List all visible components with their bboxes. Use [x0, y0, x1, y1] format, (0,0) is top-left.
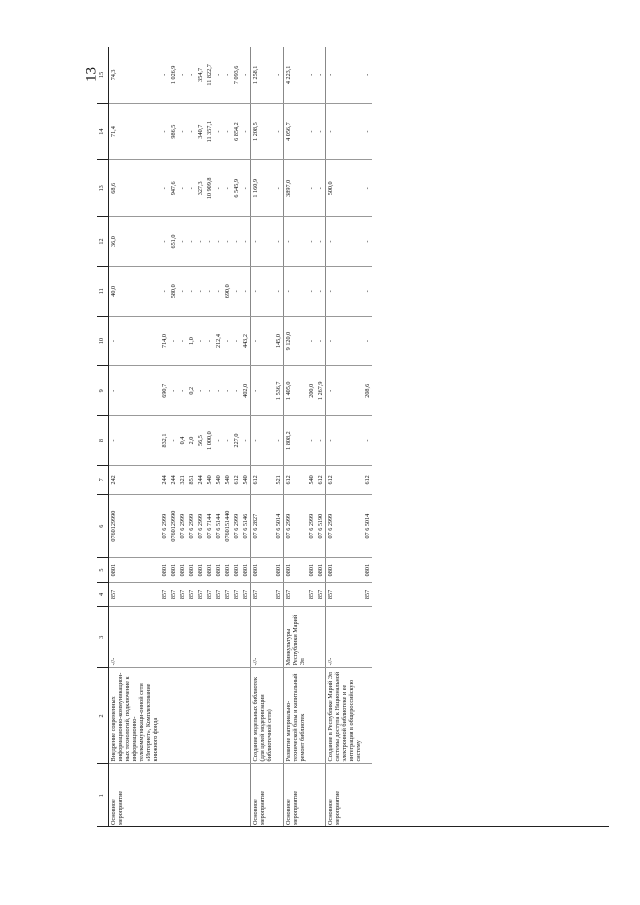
cell-col-2: Создание модельных библиотек (для целей модернизации библиотечной сети): [251, 668, 275, 764]
cell-col-15: -: [179, 73, 186, 76]
cell-col-10: -: [316, 316, 326, 366]
col-header: 2: [97, 668, 109, 764]
cell-col-13: 327,3: [196, 160, 205, 217]
cell-col-3: -//-: [326, 607, 364, 668]
cell-col-4: 857: [274, 582, 284, 606]
cell-col-12: -: [214, 217, 223, 267]
cell-col-5: 0801: [232, 558, 241, 582]
cell-col-15: 11 822,7: [206, 64, 213, 86]
cell-col-6: 0760151440: [223, 494, 232, 558]
cell-col-5: 0801: [187, 558, 196, 582]
cell-col-4: 857: [214, 582, 223, 606]
cell-col-11: -: [232, 266, 241, 316]
cell-col-13: -: [160, 160, 169, 217]
cell-col-12: -: [187, 217, 196, 267]
cell-col-7: 540: [241, 465, 251, 494]
cell-col-8: 1 808,2: [284, 416, 308, 466]
cell-col-9: -: [232, 366, 241, 416]
cell-col-5: 0801: [251, 558, 275, 582]
cell-col-10: 145,0: [274, 316, 284, 366]
cell-col-12: -: [363, 217, 372, 267]
cell-col-5: 0801: [241, 558, 251, 582]
cell-col-8: -: [109, 416, 161, 466]
cell-col-3: Минкультуры Республики Марий Эл: [284, 607, 308, 668]
cell-col-10: -: [205, 316, 214, 366]
cell-col-9: 1 267,9: [316, 366, 326, 416]
cell-col-8: 2,0: [187, 416, 196, 466]
cell-col-12: -: [284, 217, 308, 267]
cell-col-13: -: [316, 160, 326, 217]
cell-col-4: 857: [205, 582, 214, 606]
cell-col-7: 851: [187, 465, 196, 494]
col-header: 1: [97, 764, 109, 827]
cell-col-11: -: [196, 266, 205, 316]
cell-col-6: 07 6 2827: [251, 494, 275, 558]
cell-col-12: -: [326, 217, 364, 267]
cell-col-6: 07 6 2999: [178, 494, 187, 558]
cell-col-11: -: [205, 266, 214, 316]
cell-col-4: 857: [363, 582, 372, 606]
cell-col-11: 690,0: [223, 266, 232, 316]
cell-col-8: -: [169, 416, 178, 466]
cell-col-11: -: [326, 266, 364, 316]
cell-col-5: 0801: [169, 558, 178, 582]
cell-col-5: 0801: [196, 558, 205, 582]
cell-col-5: 0801: [326, 558, 364, 582]
cell-col-14: 340,7: [196, 103, 205, 160]
cell-col-7: 540: [223, 465, 232, 494]
col-header: 8: [97, 416, 109, 466]
cell-col-12: -: [178, 217, 187, 267]
cell-col-1: Основное мероприятие: [251, 764, 275, 827]
cell-col-13: -: [178, 160, 187, 217]
col-header: 15: [97, 47, 109, 103]
cell-col-6: 07 6 5146: [241, 494, 251, 558]
cell-col-15: -: [275, 73, 282, 76]
cell-col-4: 857: [326, 582, 364, 606]
cell-col-13: 947,6: [169, 160, 178, 217]
cell-col-13: 500,0: [326, 160, 364, 217]
cell-col-8: -: [326, 416, 364, 466]
cell-col-15: -: [317, 73, 324, 76]
cell-col-5: 0801: [274, 558, 284, 582]
cell-col-13: -: [214, 160, 223, 217]
cell-col-6: 07 6 2999: [326, 494, 364, 558]
cell-col-15: 74,3: [109, 47, 161, 103]
cell-col-10: 714,0: [160, 316, 169, 366]
cell-col-2: Создание в Республике Марий Эл системы доступа к Национальной электронной библиотеке и ее интеграция в общероссийскую систему: [326, 668, 364, 764]
cell-col-9: 0,2: [187, 366, 196, 416]
cell-col-7: 612: [316, 465, 326, 494]
cell-col-9: 208,6: [363, 366, 372, 416]
cell-col-7: 612: [251, 465, 275, 494]
cell-col-10: 1,0: [187, 316, 196, 366]
cell-col-13: 10 909,8: [205, 160, 214, 217]
cell-col-5: 0801: [284, 558, 308, 582]
cell-col-8: -: [316, 416, 326, 466]
cell-col-14: 4 056,7: [284, 103, 308, 160]
cell-col-9: -: [196, 366, 205, 416]
cell-col-7: 540: [307, 465, 316, 494]
col-header: 3: [97, 607, 109, 668]
col-header: 10: [97, 316, 109, 366]
cell-col-12: -: [160, 217, 169, 267]
cell-col-10: -: [251, 316, 275, 366]
col-header: 12: [97, 217, 109, 267]
cell-col-5: 0801: [205, 558, 214, 582]
cell-col-14: 986,5: [169, 103, 178, 160]
cell-col-14: -: [274, 103, 284, 160]
cell-col-14: 1 208,5: [251, 103, 275, 160]
cell-col-12: -: [251, 217, 275, 267]
cell-col-15: 1 026,9: [170, 65, 177, 85]
cell-col-9: 690,7: [160, 366, 169, 416]
cell-col-10: -: [307, 316, 316, 366]
cell-col-11: -: [307, 266, 316, 316]
col-header: 9: [97, 366, 109, 416]
cell-col-13: 6 545,9: [232, 160, 241, 217]
cell-col-14: -: [178, 103, 187, 160]
cell-col-4: 857: [187, 582, 196, 606]
cell-col-7: 612: [284, 465, 308, 494]
cell-col-5: 0801: [223, 558, 232, 582]
cell-col-8: 0,4: [178, 416, 187, 466]
cell-col-12: -: [205, 217, 214, 267]
cell-col-9: -: [109, 366, 161, 416]
cell-col-7: 540: [214, 465, 223, 494]
cell-col-4: 857: [307, 582, 316, 606]
cell-col-8: -: [251, 416, 275, 466]
col-header: 5: [97, 558, 109, 582]
cell-col-11: -: [214, 266, 223, 316]
cell-col-1: Основное мероприятие: [109, 764, 161, 827]
cell-col-11: -: [274, 266, 284, 316]
cell-col-15: -: [224, 73, 231, 76]
cell-col-13: -: [241, 160, 251, 217]
cell-col-12: -: [307, 217, 316, 267]
cell-col-1: Основное мероприятие: [284, 764, 308, 827]
cell-col-15: -: [326, 47, 364, 103]
cell-col-14: -: [214, 103, 223, 160]
cell-col-6: 07 6 2999: [284, 494, 308, 558]
cell-col-12: 36,0: [109, 217, 161, 267]
cell-col-10: -: [232, 316, 241, 366]
cell-col-8: -: [363, 416, 372, 466]
cell-col-13: 68,6: [109, 160, 161, 217]
cell-col-9: -: [251, 366, 275, 416]
cell-col-7: 244: [169, 465, 178, 494]
cell-col-6: 07 6 2999: [187, 494, 196, 558]
page-number-text: 13: [83, 67, 100, 82]
cell-col-5: 0801: [160, 558, 169, 582]
cell-col-13: 1 160,9: [251, 160, 275, 217]
cell-col-4: 857: [223, 582, 232, 606]
cell-col-14: -: [363, 103, 372, 160]
cell-col-9: -: [169, 366, 178, 416]
col-header: 11: [97, 266, 109, 316]
cell-col-2: Внедрение современных информационно-коммуникацион-ных технологий, подключение к информационно-телекоммуникаци-онной сети «Интернет», Комплектование книжного фонда: [109, 668, 161, 764]
cell-col-15: 1 258,1: [251, 47, 275, 103]
cell-col-14: -: [241, 103, 251, 160]
cell-col-4: 857: [160, 582, 169, 606]
cell-col-6: 07 6 5014: [274, 494, 284, 558]
col-header: 13: [97, 160, 109, 217]
col-header: 4: [97, 582, 109, 606]
cell-col-12: -: [274, 217, 284, 267]
cell-col-8: -: [274, 416, 284, 466]
cell-col-4: 857: [241, 582, 251, 606]
cell-col-14: 11 357,1: [205, 103, 214, 160]
cell-col-5: 0801: [316, 558, 326, 582]
cell-col-4: 857: [196, 582, 205, 606]
cell-col-10: 212,4: [214, 316, 223, 366]
table-frame: [97, 46, 609, 827]
cell-col-9: 1 405,0: [284, 366, 308, 416]
cell-col-5: 0801: [363, 558, 372, 582]
cell-col-8: 56,5: [196, 416, 205, 466]
cell-col-7: 540: [205, 465, 214, 494]
cell-col-14: -: [307, 103, 316, 160]
cell-col-10: -: [196, 316, 205, 366]
cell-col-11: -: [187, 266, 196, 316]
cell-col-4: 857: [169, 582, 178, 606]
cell-col-13: -: [274, 160, 284, 217]
cell-col-7: 244: [160, 465, 169, 494]
cell-col-6: 07 6 5014: [363, 494, 372, 558]
cell-col-7: 521: [274, 465, 284, 494]
cell-col-9: -: [326, 366, 364, 416]
cell-col-13: -: [187, 160, 196, 217]
cell-col-8: -: [214, 416, 223, 466]
cell-col-12: -: [316, 217, 326, 267]
cell-col-4: 857: [232, 582, 241, 606]
cell-col-15: -: [364, 73, 371, 76]
cell-col-4: 857: [178, 582, 187, 606]
cell-col-12: -: [241, 217, 251, 267]
cell-col-6: 0760129990: [169, 494, 178, 558]
cell-col-11: -: [178, 266, 187, 316]
cell-col-10: -: [169, 316, 178, 366]
cell-col-14: -: [160, 103, 169, 160]
cell-col-10: 443,2: [241, 316, 251, 366]
cell-col-9: -: [178, 366, 187, 416]
cell-col-9: -: [223, 366, 232, 416]
cell-col-5: 0801: [178, 558, 187, 582]
col-header: 7: [97, 465, 109, 494]
cell-col-5: 0801: [307, 558, 316, 582]
cell-col-15: -: [242, 73, 249, 76]
cell-col-15: -: [308, 73, 315, 76]
cell-col-13: -: [223, 160, 232, 217]
cell-col-4: 857: [109, 582, 161, 606]
cell-col-15: -: [188, 73, 195, 76]
cell-col-12: -: [196, 217, 205, 267]
cell-col-14: 6 854,2: [232, 103, 241, 160]
cell-col-14: -: [316, 103, 326, 160]
cell-col-12: -: [223, 217, 232, 267]
cell-col-11: 40,0: [109, 266, 161, 316]
cell-col-11: -: [284, 266, 308, 316]
cell-col-9: -: [205, 366, 214, 416]
cell-col-9: -: [214, 366, 223, 416]
cell-col-7: 242: [109, 465, 161, 494]
col-header: 6: [97, 494, 109, 558]
cell-col-6: 07 6 5190: [316, 494, 326, 558]
cell-col-7: 612: [326, 465, 364, 494]
cell-col-4: 857: [284, 582, 308, 606]
cell-col-15: -: [161, 73, 168, 76]
rotated-table-area: [97, 47, 609, 827]
cell-col-10: -: [109, 316, 161, 366]
cell-col-11: 580,0: [169, 266, 178, 316]
cell-col-10: -: [223, 316, 232, 366]
cell-col-7: 612: [363, 465, 372, 494]
cell-col-4: 857: [251, 582, 275, 606]
cell-col-10: -: [178, 316, 187, 366]
cell-col-6: 07 6 2999: [307, 494, 316, 558]
cell-col-7: 612: [232, 465, 241, 494]
cell-col-11: -: [251, 266, 275, 316]
cell-col-5: 0801: [214, 558, 223, 582]
cell-col-1: Основное мероприятие: [326, 764, 364, 827]
cell-col-5: 0801: [109, 558, 161, 582]
cell-col-7: 244: [196, 465, 205, 494]
cell-col-8: -: [307, 416, 316, 466]
cell-col-6: 07 6 5144: [214, 494, 223, 558]
cell-col-10: -: [326, 316, 364, 366]
cell-col-6: 0760129990: [109, 494, 161, 558]
cell-col-8: -: [241, 416, 251, 466]
cell-col-9: 200,0: [307, 366, 316, 416]
cell-col-10: -: [363, 316, 372, 366]
cell-col-13: 3897,0: [284, 160, 308, 217]
cell-col-13: -: [307, 160, 316, 217]
cell-col-6: 07 6 7144: [205, 494, 214, 558]
cell-col-8: 1 000,0: [205, 416, 214, 466]
cell-col-14: 71,4: [109, 103, 161, 160]
cell-col-15: 354,7: [197, 67, 204, 82]
cell-col-10: 9 120,0: [284, 316, 308, 366]
cell-col-7: 321: [178, 465, 187, 494]
cell-col-6: 07 6 2999: [160, 494, 169, 558]
cell-col-11: -: [363, 266, 372, 316]
cell-col-12: -: [232, 217, 241, 267]
cell-col-6: 07 6 2999: [196, 494, 205, 558]
cell-col-3: -//-: [251, 607, 275, 668]
cell-col-3: -//-: [109, 607, 161, 668]
cell-col-12: 651,0: [169, 217, 178, 267]
cell-col-4: 857: [316, 582, 326, 606]
cell-col-9: 1 536,7: [274, 366, 284, 416]
cell-col-8: 227,0: [232, 416, 241, 466]
cell-col-14: -: [326, 103, 364, 160]
cell-col-6: 07 6 2999: [232, 494, 241, 558]
cell-col-8: -: [223, 416, 232, 466]
cell-col-14: -: [187, 103, 196, 160]
cell-col-11: -: [316, 266, 326, 316]
cell-col-15: 7 093,6: [233, 65, 240, 85]
cell-col-2: Развитие материально-технической базы и капитальный ремонт библиотек: [284, 668, 308, 764]
col-header: 14: [97, 103, 109, 160]
cell-col-13: -: [363, 160, 372, 217]
cell-col-11: -: [241, 266, 251, 316]
cell-col-15: 4 223,1: [284, 47, 308, 103]
cell-col-14: -: [223, 103, 232, 160]
cell-col-11: -: [160, 266, 169, 316]
cell-col-15: -: [215, 73, 222, 76]
cell-col-8: 832,1: [160, 416, 169, 466]
cell-col-9: 402,0: [241, 366, 251, 416]
